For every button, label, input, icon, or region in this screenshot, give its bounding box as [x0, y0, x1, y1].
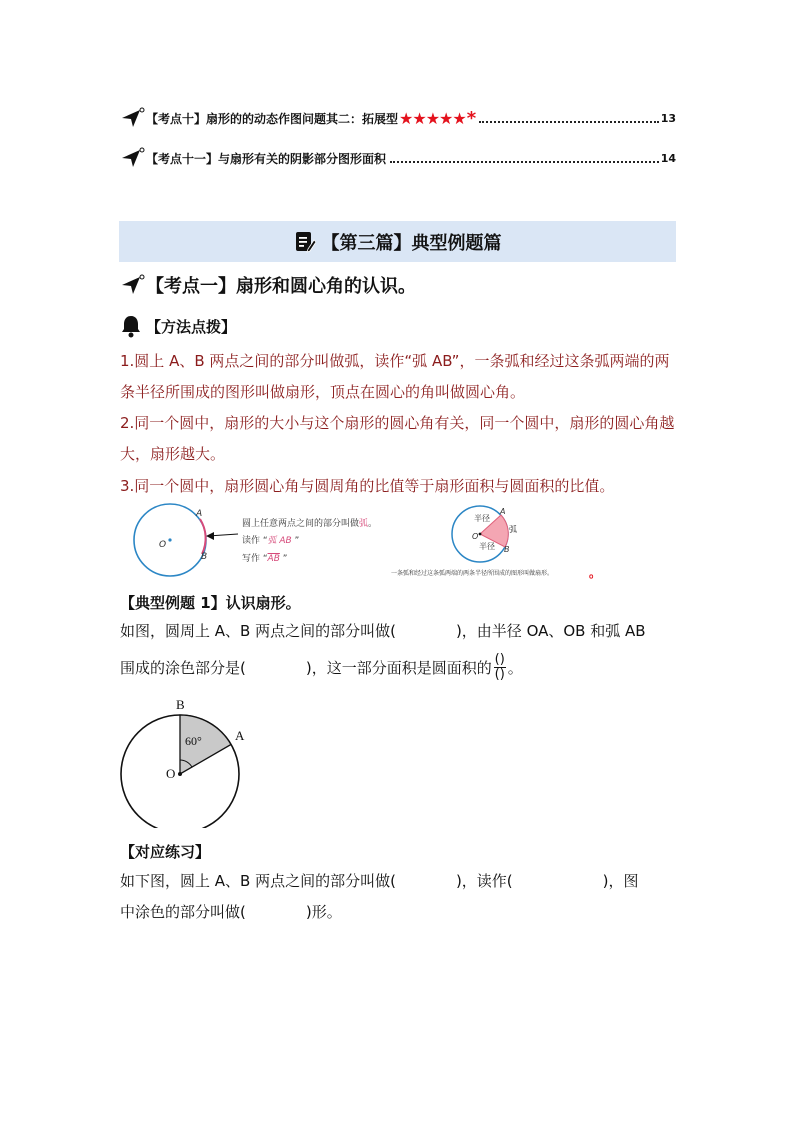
practice-line-2: 中涂色的部分叫做( )形。 [120, 903, 342, 921]
fig1-a-label: A [196, 509, 203, 519]
fig3-o-label: O [166, 766, 176, 781]
fig2-red-dot: 。 [589, 566, 602, 580]
fig2-o-label: O [472, 532, 479, 541]
fig2-a-label: A [500, 507, 506, 516]
fig1-read-as: 读作 “弧 AB ” [242, 536, 300, 546]
fig2-radius-label-1: 半径 [474, 514, 490, 523]
method-point-2: 2.同一个圆中，扇形的大小与这个扇形的圆心角有关，同一个圆中，扇形的圆心角越大，扇形越大。 [120, 414, 675, 463]
toc-leader [479, 111, 659, 123]
fig1-write-as: 写作 “$\overline{AB}$ ” [242, 554, 288, 564]
fig1-b-label: B [201, 552, 208, 562]
cursor-arrow-icon [120, 147, 146, 169]
example-line-1: 如图，圆周上 A、B 两点之间的部分叫做( )，由半径 OA、OB 和弧 AB [120, 622, 646, 640]
bell-icon [120, 314, 142, 338]
fig2-caption: 一条弧和经过这条弧两端的两条半径所围成的图形叫做扇形。 [391, 570, 554, 577]
method-heading [120, 312, 236, 340]
fig3-b-label: B [176, 697, 185, 712]
section-title: 【考点一】扇形和圆心角的认识。 [146, 276, 416, 297]
toc-row-10[interactable] [120, 107, 676, 129]
practice-line-1: 如下图，圆上 A、B 两点之间的部分叫做( )，读作( )，图 [120, 872, 639, 890]
sector-diagram [448, 502, 518, 566]
toc-page-number: 13 [660, 111, 676, 125]
practice-title: 【对应练习】 [120, 843, 211, 861]
sector-60-diagram [116, 696, 248, 828]
toc-page-number: 14 [660, 151, 676, 165]
difficulty-extra-star: * [466, 107, 476, 129]
cursor-arrow-icon [120, 107, 146, 129]
method-point-1: 1.圆上 A、B 两点之间的部分叫做弧，读作“弧 AB”，一条弧和经过这条弧两端的两条半径所围成的图形叫做扇形，顶点在圆心的角叫做圆心角。 [120, 352, 670, 401]
fig3-a-label: A [235, 728, 245, 743]
fig2-radius-label-2: 半径 [479, 542, 495, 551]
cursor-arrow-icon [120, 272, 146, 298]
method-point-3: 3.同一个圆中，扇形圆心角与圆周角的比值等于扇形面积与圆面积的比值。 [120, 477, 615, 495]
difficulty-stars: ★★★★★ [399, 108, 466, 128]
fig2-arc-label: 弧 [509, 525, 517, 534]
method-title: 【方法点拨】 [146, 317, 237, 336]
example-title: 【典型例题 1】认识扇形。 [120, 594, 301, 612]
banner-title: 【第三篇】典型例题篇 [321, 232, 502, 254]
toc-label: 【考点十一】与扇形有关的阴影部分图形面积 [146, 151, 387, 166]
fig1-o-label: O [159, 540, 167, 550]
section-banner [119, 221, 676, 262]
note-icon [294, 231, 316, 253]
example-line-2: 围成的涂色部分是( )，这一部分面积是圆面积的 $\frac{()}{()}$ 。 [120, 652, 523, 682]
fig1-note: 圆上任意两点之间的部分叫做弧。 [242, 519, 378, 529]
section-heading [120, 270, 416, 300]
toc-leader [390, 151, 659, 163]
toc-row-11[interactable] [120, 147, 676, 169]
angle-label: 60° [185, 734, 202, 748]
fig2-b-label: B [504, 545, 510, 554]
fraction-blank[interactable]: $\frac{()}{()}$ [494, 652, 505, 682]
toc-label: 【考点十】扇形的的动态作图问题其二：拓展型 [146, 111, 399, 126]
